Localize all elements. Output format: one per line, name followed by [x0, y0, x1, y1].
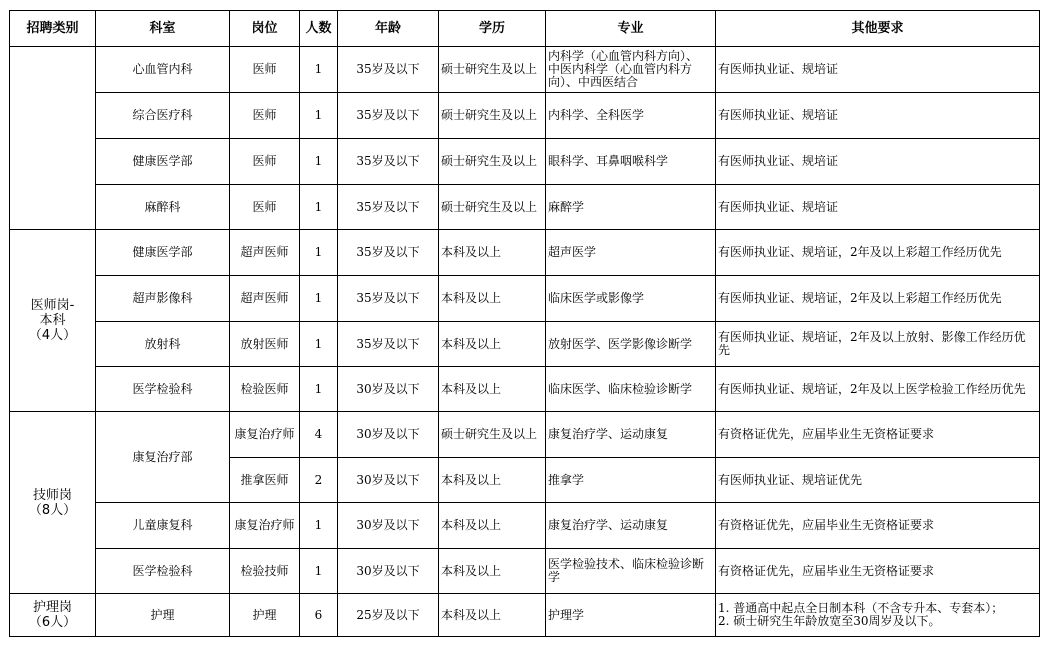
- education-cell: 本科及以上: [439, 549, 546, 594]
- education-cell: 硕士研究生及以上: [439, 47, 546, 93]
- requirement-line: 有医师执业证、规培证，2年及以上放射、影像工作经历优: [718, 330, 1026, 344]
- requirement-line: 有资格证优先，应届毕业生无资格证要求: [718, 427, 935, 441]
- table-row: [10, 549, 1040, 594]
- post-cell: 医师: [230, 185, 300, 230]
- header-education: 学历: [439, 11, 546, 47]
- department-cell: 医学检验科: [96, 367, 230, 412]
- requirement-line: 有医师执业证、规培证: [718, 108, 839, 122]
- major-cell: [546, 322, 716, 367]
- count-cell: 1: [300, 276, 338, 322]
- requirement-cell: [716, 230, 1040, 276]
- major-cell: [546, 503, 716, 549]
- count-cell: 1: [300, 47, 338, 93]
- requirement-cell: [716, 185, 1040, 230]
- header-department: 科室: [96, 11, 230, 47]
- major-cell: [546, 230, 716, 276]
- header-other-requirements: 其他要求: [716, 11, 1040, 47]
- count-cell: 1: [300, 185, 338, 230]
- count-cell: 1: [300, 139, 338, 185]
- header-count: 人数: [300, 11, 338, 47]
- post-cell: 超声医师: [230, 276, 300, 322]
- requirement-line: 有医师执业证、规培证，2年及以上医学检验工作经历优先: [718, 381, 1026, 396]
- requirement-cell: [716, 276, 1040, 322]
- count-cell: 1: [300, 503, 338, 549]
- category-cell-technician: [10, 412, 96, 594]
- table-row: [10, 139, 1040, 185]
- department-cell: 医学检验科: [96, 549, 230, 594]
- table-row: [10, 594, 1040, 637]
- major-line: 向）、中西医结合: [548, 75, 639, 89]
- count-cell: 6: [300, 594, 338, 637]
- major-line: 临床医学或影像学: [548, 291, 645, 305]
- department-cell: 麻醉科: [96, 185, 230, 230]
- age-cell: 35岁及以下: [338, 93, 439, 139]
- age-cell: 35岁及以下: [338, 185, 439, 230]
- category-cell-physician-undergrad: [10, 230, 96, 412]
- major-line: 内科学、全科医学: [548, 108, 645, 122]
- recruitment-table-wrapper: [9, 10, 1040, 637]
- major-line: 康复治疗学、运动康复: [548, 518, 669, 532]
- post-cell: 超声医师: [230, 230, 300, 276]
- major-cell: [546, 139, 716, 185]
- major-line: 康复治疗学、运动康复: [548, 427, 669, 441]
- major-cell: [546, 93, 716, 139]
- requirement-cell: [716, 139, 1040, 185]
- department-cell: 护理: [96, 594, 230, 637]
- age-cell: 30岁及以下: [338, 503, 439, 549]
- post-cell: 放射医师: [230, 322, 300, 367]
- education-cell: 本科及以上: [439, 594, 546, 637]
- post-cell: 医师: [230, 93, 300, 139]
- education-cell: 本科及以上: [439, 322, 546, 367]
- category-line: 医师岗-: [30, 298, 75, 313]
- requirement-cell: [716, 367, 1040, 412]
- major-cell: [546, 594, 716, 637]
- department-cell: 健康医学部: [96, 139, 230, 185]
- requirement-cell: [716, 549, 1040, 594]
- table-row: [10, 276, 1040, 322]
- major-line: 护理学: [548, 607, 585, 622]
- major-line: 内科学（心血管内科方向）、: [548, 49, 699, 63]
- requirement-line: 有资格证优先，应届毕业生无资格证要求: [718, 563, 935, 578]
- category-line: （4人）: [28, 328, 77, 343]
- table-row: [10, 185, 1040, 230]
- major-line: 眼科学、耳鼻咽喉科学: [548, 154, 669, 168]
- table-row: [10, 503, 1040, 549]
- department-cell: 健康医学部: [96, 230, 230, 276]
- count-cell: 1: [300, 230, 338, 276]
- category-line: 护理岗: [32, 600, 72, 615]
- requirement-line: 1. 普通高中起点全日制本科（不含专升本、专套本）；: [718, 601, 1004, 615]
- department-cell: 儿童康复科: [96, 503, 230, 549]
- age-cell: 25岁及以下: [338, 594, 439, 637]
- major-line: 医学检验技术、临床检验诊断: [548, 557, 705, 571]
- category-cell-group-1: [10, 47, 96, 230]
- header-row: [10, 11, 1040, 47]
- age-cell: 35岁及以下: [338, 276, 439, 322]
- age-cell: 35岁及以下: [338, 230, 439, 276]
- post-cell: 医师: [230, 139, 300, 185]
- department-cell: 综合医疗科: [96, 93, 230, 139]
- post-cell: 医师: [230, 47, 300, 93]
- requirement-cell: [716, 412, 1040, 458]
- education-cell: 本科及以上: [439, 230, 546, 276]
- header-age: 年龄: [338, 11, 439, 47]
- count-cell: 1: [300, 367, 338, 412]
- education-cell: 本科及以上: [439, 503, 546, 549]
- requirement-line: 2. 硕士研究生年龄放宽至30周岁及以下。: [718, 614, 941, 628]
- count-cell: 1: [300, 549, 338, 594]
- post-cell: 康复治疗师: [230, 412, 300, 458]
- major-cell: [546, 185, 716, 230]
- requirement-line: 有医师执业证、规培证优先: [718, 472, 863, 487]
- age-cell: 30岁及以下: [338, 412, 439, 458]
- age-cell: 35岁及以下: [338, 322, 439, 367]
- age-cell: 35岁及以下: [338, 139, 439, 185]
- count-cell: 2: [300, 458, 338, 503]
- table-row: [10, 412, 1040, 458]
- education-cell: 硕士研究生及以上: [439, 412, 546, 458]
- header-post: 岗位: [230, 11, 300, 47]
- post-cell: 检验医师: [230, 367, 300, 412]
- education-cell: 本科及以上: [439, 458, 546, 503]
- department-cell: 超声影像科: [96, 276, 230, 322]
- major-line: 麻醉学: [548, 199, 585, 214]
- age-cell: 30岁及以下: [338, 549, 439, 594]
- requirement-line: 有医师执业证、规培证: [718, 154, 839, 168]
- header-category: 招聘类别: [10, 11, 96, 47]
- count-cell: 4: [300, 412, 338, 458]
- requirement-line: 有医师执业证、规培证，2年及以上彩超工作经历优先: [718, 245, 1002, 259]
- table-row: [10, 322, 1040, 367]
- requirement-line: 先: [718, 343, 731, 357]
- age-cell: 30岁及以下: [338, 367, 439, 412]
- count-cell: 1: [300, 93, 338, 139]
- requirement-cell: [716, 322, 1040, 367]
- requirement-cell: [716, 503, 1040, 549]
- major-line: 中医内科学（心血管内科方: [548, 62, 693, 76]
- major-line: 学: [548, 570, 561, 584]
- post-cell: 推拿医师: [230, 458, 300, 503]
- major-cell: [546, 367, 716, 412]
- major-line: 临床医学、临床检验诊断学: [548, 381, 693, 396]
- requirement-cell: [716, 594, 1040, 637]
- age-cell: 35岁及以下: [338, 47, 439, 93]
- major-cell: [546, 412, 716, 458]
- category-line: （6人）: [28, 615, 77, 630]
- major-cell: [546, 276, 716, 322]
- category-line: 本科: [39, 313, 66, 328]
- requirement-line: 有医师执业证、规培证，2年及以上彩超工作经历优先: [718, 291, 1002, 305]
- requirement-line: 有医师执业证、规培证: [718, 62, 839, 76]
- requirement-cell: [716, 47, 1040, 93]
- header-major: 专业: [546, 11, 716, 47]
- requirement-line: 有医师执业证、规培证: [718, 199, 839, 214]
- education-cell: 硕士研究生及以上: [439, 139, 546, 185]
- category-line: （8人）: [28, 502, 77, 518]
- education-cell: 本科及以上: [439, 367, 546, 412]
- table-row: [10, 93, 1040, 139]
- department-cell: 心血管内科: [96, 47, 230, 93]
- category-cell-nursing: [10, 594, 96, 637]
- department-cell: 康复治疗部: [96, 412, 230, 503]
- table-row: [10, 47, 1040, 93]
- post-cell: 康复治疗师: [230, 503, 300, 549]
- major-line: 推拿学: [548, 472, 585, 487]
- post-cell: 检验技师: [230, 549, 300, 594]
- table-row: [10, 230, 1040, 276]
- department-cell: 放射科: [96, 322, 230, 367]
- major-cell: [546, 549, 716, 594]
- requirement-cell: [716, 458, 1040, 503]
- major-cell: [546, 458, 716, 503]
- count-cell: 1: [300, 322, 338, 367]
- major-line: 放射医学、医学影像诊断学: [548, 336, 693, 351]
- category-line: 技师岗: [32, 487, 72, 503]
- age-cell: 30岁及以下: [338, 458, 439, 503]
- recruitment-table: [9, 10, 1040, 637]
- major-cell: [546, 47, 716, 93]
- major-line: 超声医学: [548, 245, 597, 259]
- education-cell: 硕士研究生及以上: [439, 185, 546, 230]
- post-cell: 护理: [230, 594, 300, 637]
- education-cell: 本科及以上: [439, 276, 546, 322]
- table-row: [10, 367, 1040, 412]
- requirement-line: 有资格证优先，应届毕业生无资格证要求: [718, 518, 935, 532]
- education-cell: 硕士研究生及以上: [439, 93, 546, 139]
- requirement-cell: [716, 93, 1040, 139]
